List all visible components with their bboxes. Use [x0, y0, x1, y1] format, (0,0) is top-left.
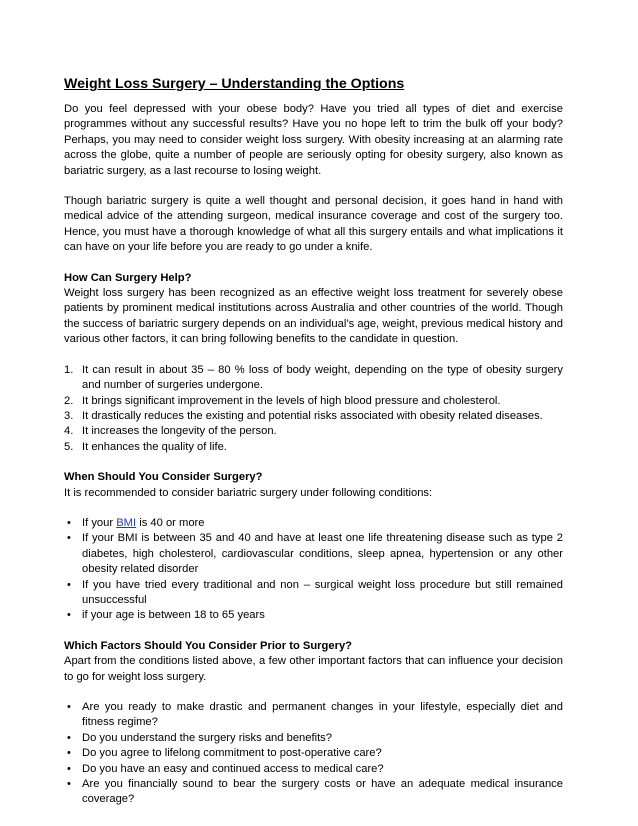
list-item	[64, 363, 563, 394]
list-number: 1.	[64, 363, 74, 376]
bullet-icon: •	[67, 532, 71, 545]
section-text-help: Weight loss surgery has been recognized as an effective weight loss treatment for severely obese patients by prominent medical institutions across Australia and other countries of the world. Though the success of bariatric surgery depends on an individual’s age, weight, previous medical history and various other factors, it can bring following benefits to the candidate in question.	[64, 287, 563, 346]
list-item-text-before: If your	[82, 516, 117, 529]
list-number: 4.	[64, 425, 74, 438]
list-item-text: It can result in about 35 – 80 % loss of body weight, depending on the type of obesity surgery and number of surgeries undergone.	[82, 363, 563, 392]
list-item-text: It increases the longevity of the person.	[82, 425, 277, 438]
list-item	[64, 394, 563, 409]
factors-list	[64, 700, 563, 808]
section-heading-help: How Can Surgery Help?	[64, 271, 192, 284]
benefits-list	[64, 363, 563, 455]
list-item	[64, 424, 563, 439]
bullet-icon: •	[67, 778, 71, 791]
intro-paragraph-2: Though bariatric surgery is quite a well thought and personal decision, it goes hand in hand with medical advice of the attending surgeon, medical insurance coverage and cost of the surgery too. Hence, you must have a thorough knowledge of what all this surgery entails and what implications it can have on your life before you are ready to go under a knife.	[64, 195, 563, 254]
section-text-factors: Apart from the conditions listed above, a few other important factors that can influence your decision to go for weight loss surgery.	[64, 655, 563, 683]
list-item-text-after: is 40 or more	[136, 516, 205, 529]
list-item-text: Do you agree to lifelong commitment to post-operative care?	[82, 747, 382, 760]
list-item	[64, 531, 563, 577]
document-page	[64, 75, 563, 823]
list-item-text: If you have tried every traditional and non – surgical weight loss procedure but still remained unsuccessful	[82, 578, 563, 606]
list-item	[64, 746, 563, 761]
list-item-text: Do you understand the surgery risks and benefits?	[82, 731, 332, 744]
list-item-text: It brings significant improvement in the levels of high blood pressure and cholesterol.	[82, 394, 501, 407]
list-item	[64, 777, 563, 808]
list-item	[64, 440, 563, 455]
bullet-icon: •	[67, 731, 71, 744]
list-item-text: If your BMI is between 35 and 40 and have at least one life threatening disease such as type 2 diabetes, high cholesterol, cardiovascular conditions, sleep apnea, hypertension or any other obesity related disorder	[82, 532, 563, 576]
list-item-text: It enhances the quality of life.	[82, 440, 227, 453]
list-item	[64, 731, 563, 746]
bullet-icon: •	[67, 762, 71, 775]
list-number: 5.	[64, 440, 74, 453]
intro-paragraph-1: Do you feel depressed with your obese body? Have you tried all types of diet and exercise programmes without any successful results? Have you no hope left to trim the bulk off your body? Perhaps, you may need to consider weight loss surgery. With obesity increasing at an alarming rate across the globe, quite a number of people are seriously opting for obesity surgery, also known as bariatric surgery, as a last recourse to losing weight.	[64, 103, 563, 177]
list-item	[64, 762, 563, 777]
section-text-when: It is recommended to consider bariatric surgery under following conditions:	[64, 486, 433, 499]
section-heading-when: When Should You Consider Surgery?	[64, 471, 263, 484]
list-item	[64, 578, 563, 609]
document-title: Weight Loss Surgery – Understanding the Options	[64, 76, 405, 92]
section-heading-factors: Which Factors Should You Consider Prior to Surgery?	[64, 639, 353, 652]
list-item-text: if your age is between 18 to 65 years	[82, 609, 265, 622]
bullet-icon: •	[67, 516, 71, 529]
conditions-list	[64, 516, 563, 624]
list-item-text: It drastically reduces the existing and potential risks associated with obesity related diseases.	[82, 409, 543, 422]
bullet-icon: •	[67, 578, 71, 591]
list-item	[64, 608, 563, 623]
list-number: 3.	[64, 409, 74, 422]
list-item	[64, 409, 563, 424]
list-item	[64, 700, 563, 731]
list-item-text: Do you have an easy and continued access to medical care?	[82, 762, 384, 775]
bullet-icon: •	[67, 701, 71, 713]
list-item	[64, 516, 563, 531]
bullet-icon: •	[67, 609, 71, 622]
list-item-text: Are you financially sound to bear the surgery costs or have an adequate medical insurance coverage?	[82, 778, 563, 806]
list-number: 2.	[64, 394, 74, 407]
list-item-text: Are you ready to make drastic and permanent changes in your lifestyle, especially diet and fitness regime?	[82, 701, 563, 729]
bmi-link[interactable]: BMI	[116, 516, 137, 529]
bullet-icon: •	[67, 747, 71, 760]
